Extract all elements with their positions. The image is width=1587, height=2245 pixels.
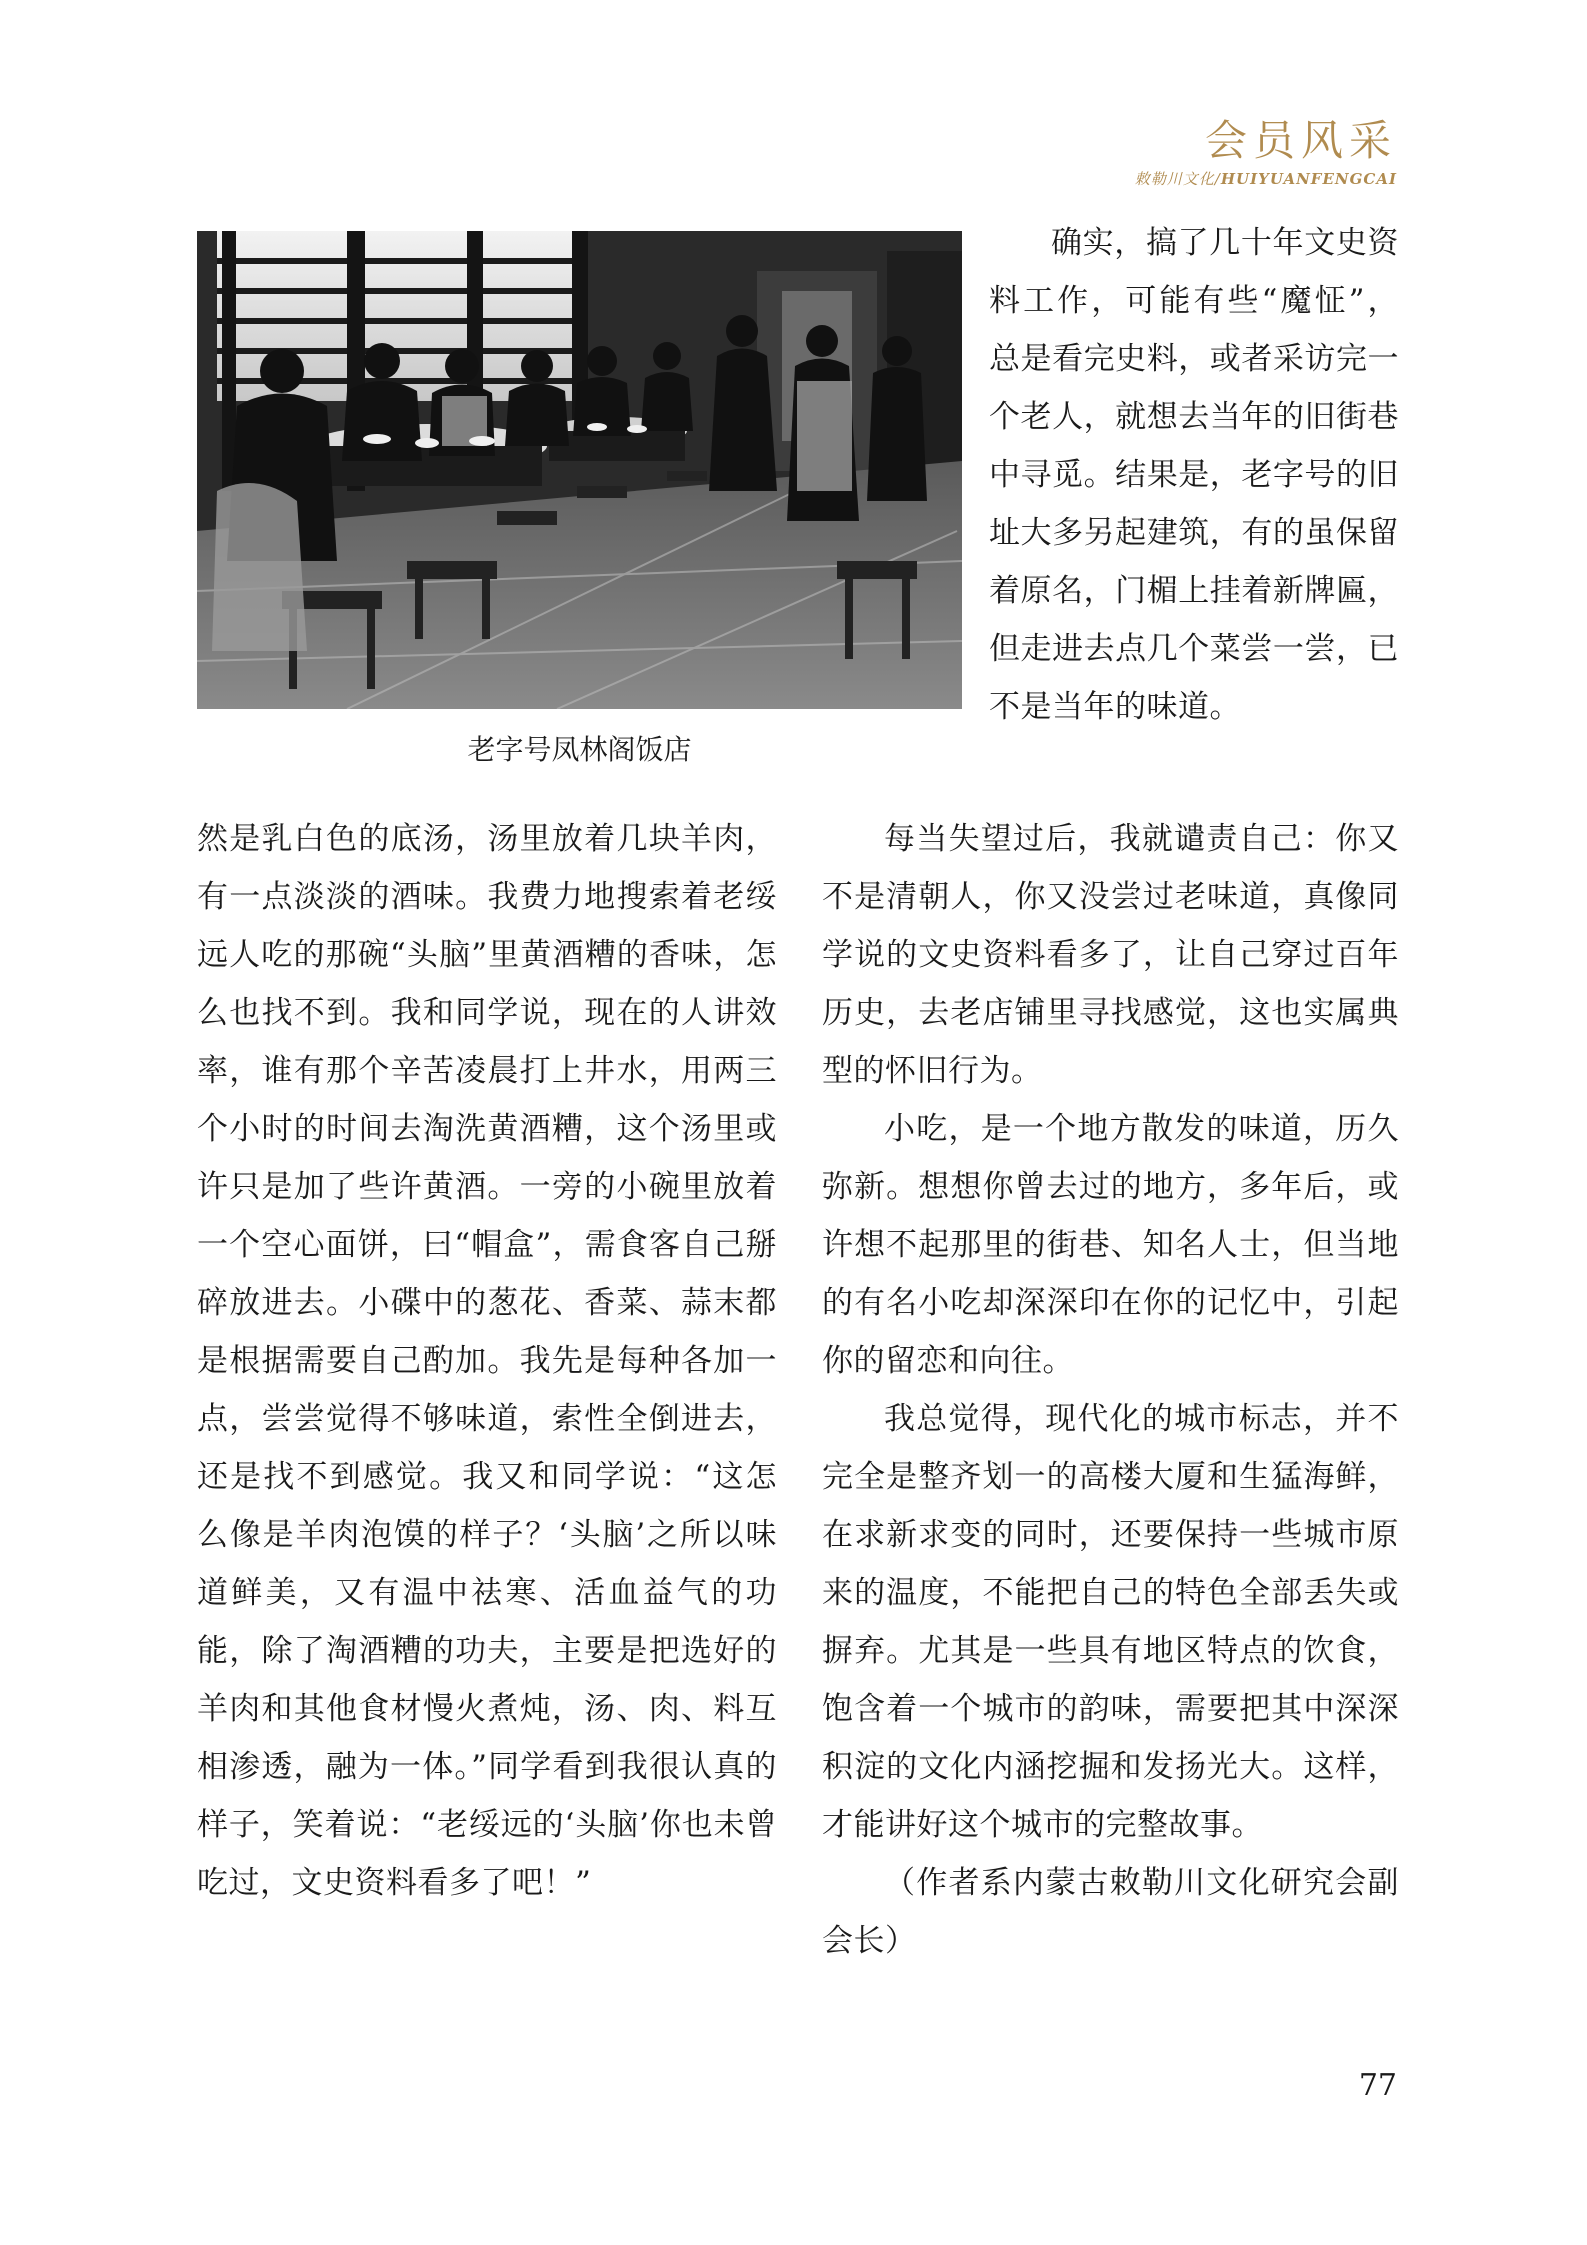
paragraph: 我总觉得，现代化的城市标志，并不完全是整齐划一的高楼大厦和生猛海鲜，在求新求变的同时，还要保持一些城市原来的温度，不能把自己的特色全部丢失或摒弃。尤其是一些具有地区特点的饮食，饱含着一个城市的韵味，需要把其中深深积淀的文化内涵挖掘和发扬光大。这样，才能讲好这个城市的完整故事。 [822, 1401, 1399, 1843]
paragraph: 每当失望过后，我就谴责自己：你又不是清朝人，你又没尝过老味道，真像同学说的文史资料看多了，让自己穿过百年历史，去老店铺里寻找感觉，这也实属典型的怀旧行为。 [822, 821, 1399, 1089]
header-subtitle-separator: / [1214, 170, 1221, 188]
left-column [197, 810, 777, 1912]
header-subtitle-cn: 敕勒川文化 [1134, 170, 1215, 188]
page-number: 77 [1358, 2068, 1397, 2103]
paragraph: 然是乳白色的底汤，汤里放着几块羊肉，有一点淡淡的酒味。我费力地搜索着老绥远人吃的那碗“头脑”里黄酒糟的香味，怎么也找不到。我和同学说，现在的人讲效率，谁有那个辛苦凌晨打上井水，用两三个小时的时间去淘洗黄酒糟，这个汤里或许只是加了些许黄酒。一旁的小碗里放着一个空心面饼，曰“帽盒”，需食客自己掰碎放进去。小碟中的葱花、香菜、蒜末都是根据需要自己酌加。我先是每种各加一点，尝尝觉得不够味道，索性全倒进去，还是找不到感觉。我又和同学说：“这怎么像是羊肉泡馍的样子？‘头脑’之所以味道鲜美，又有温中祛寒、活血益气的功能，除了淘酒糟的功夫，主要是把选好的羊肉和其他食材慢火煮炖，汤、肉、料互相渗透，融为一体。”同学看到我很认真的样子，笑着说：“老绥远的‘头脑’你也未曾吃过，文史资料看多了吧！” [197, 821, 777, 1901]
paragraph: 确实，搞了几十年文史资料工作，可能有些“魔怔”，总是看完史料，或者采访完一个老人，就想去当年的旧街巷中寻觅。结果是，老字号的旧址大多另起建筑，有的虽保留着原名，门楣上挂着新牌匾，但走进去点几个菜尝一尝，已不是当年的味道。 [989, 225, 1399, 725]
restaurant-photo [197, 231, 962, 709]
header-title: 会员风采 [1204, 116, 1397, 165]
author-note: （作者系内蒙古敕勒川文化研究会副会长） [822, 1865, 1399, 1959]
photo-caption: 老字号凤林阁饭店 [467, 733, 692, 766]
right-column [822, 810, 1399, 1970]
header-subtitle-en: HUIYUANFENGCAI [1220, 170, 1397, 188]
header-subtitle [1135, 168, 1397, 189]
top-right-paragraph [989, 214, 1399, 736]
paragraph: 小吃，是一个地方散发的味道，历久弥新。想想你曾去过的地方，多年后，或许想不起那里的街巷、知名人士，但当地的有名小吃却深深印在你的记忆中，引起你的留恋和向往。 [822, 1111, 1399, 1379]
